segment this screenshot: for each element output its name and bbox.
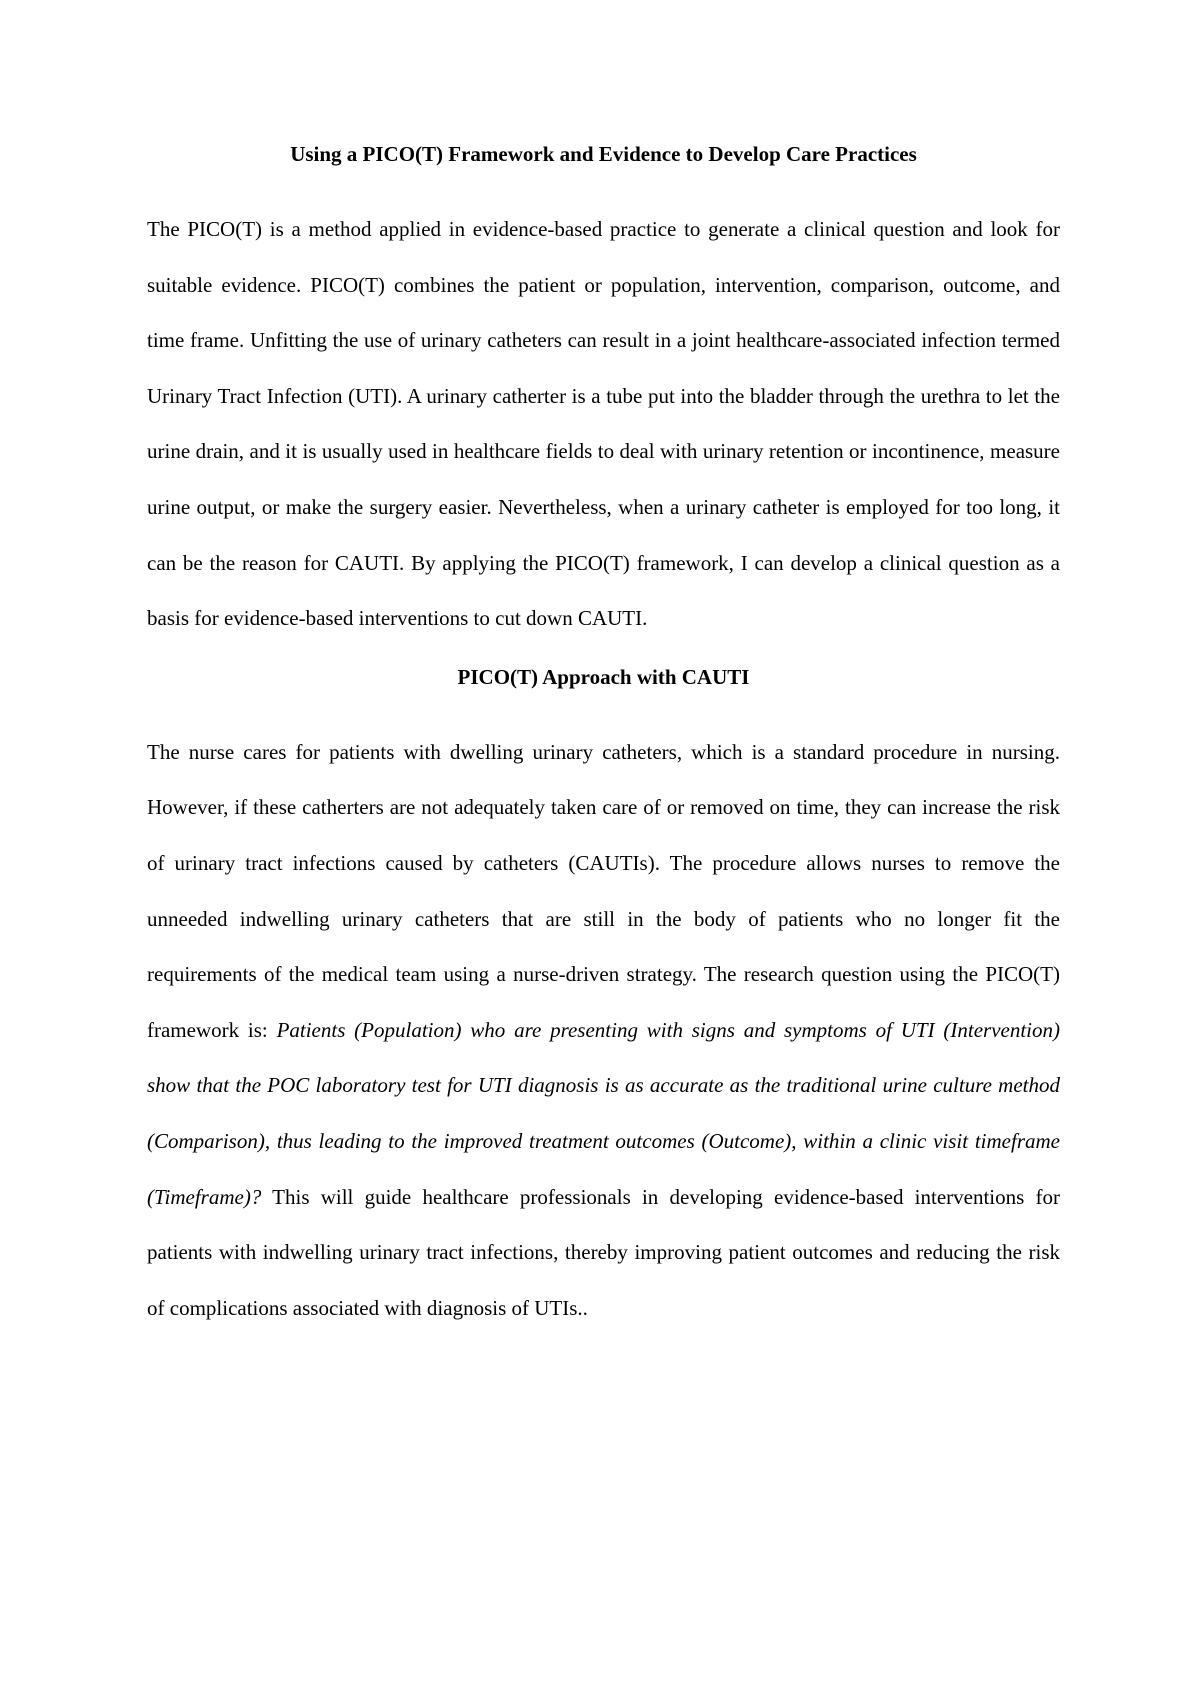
section-paragraph (147, 725, 1060, 1337)
section-heading: PICO(T) Approach with CAUTI (457, 664, 750, 689)
section-paragraph-text-after-question: This will guide healthcare professionals in developing evidence-based interventions for patients with indwelling urinary tract infections, thereby improving patient outcomes and reducing the risk of complications associated with diagnosis of UTIs.. (147, 1184, 1060, 1320)
section-paragraph-text-before-question: The nurse cares for patients with dwelling urinary catheters, which is a standard procedure in nursing. However, if these catherters are not adequately taken care of or removed on time, they can increase the risk of urinary tract infections caused by catheters (CAUTIs). The procedure allows nurses to remove the unneeded indwelling urinary catheters that are still in the body of patients who no longer fit the requirements of the medical team using a nurse-driven strategy. The research question using the PICO(T) framework is: (147, 739, 1060, 1042)
research-question-text: Patients (Population) who are presenting with signs and symptoms of UTI (Intervention) show that the POC laboratory test for UTI diagnosis is as accurate as the traditional urine culture method (Comparison), thus leading to the improved treatment outcomes (Outcome), within a clinic visit timeframe (Timeframe)? (147, 1017, 1061, 1209)
intro-paragraph: The PICO(T) is a method applied in evidence-based practice to generate a clinical question and look for suitable evidence. PICO(T) combines the patient or population, intervention, comparison, outcome, and time frame. Unfitting the use of urinary catheters can result in a joint healthcare-associated infection termed Urinary Tract Infection (UTI). A urinary catherter is a tube put into the bladder through the urethra to let the urine drain, and it is usually used in healthcare fields to deal with urinary retention or incontinence, measure urine output, or make the surgery easier. Nevertheless, when a urinary catheter is employed for too long, it can be the reason for CAUTI. By applying the PICO(T) framework, I can develop a clinical question as a basis for evidence-based interventions to cut down CAUTI. (147, 217, 1060, 631)
document-page (147, 140, 1060, 1336)
document-title: Using a PICO(T) Framework and Evidence to Develop Care Practices (290, 142, 917, 166)
